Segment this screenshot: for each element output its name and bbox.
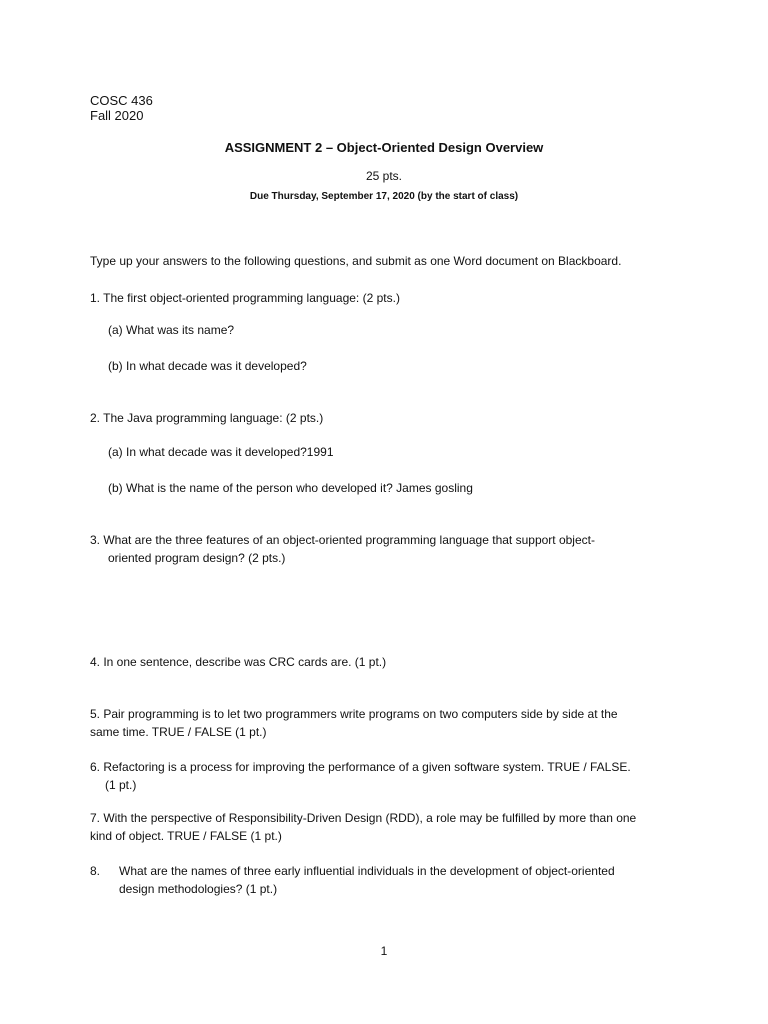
question-3-line-1: 3. What are the three features of an object-oriented programming language that support object- <box>90 533 595 547</box>
question-8-line-2: design methodologies? (1 pt.) <box>119 882 278 896</box>
question-1: 1. The first object-oriented programming language: (2 pts.) <box>90 291 400 305</box>
question-5-line-2: same time. TRUE / FALSE (1 pt.) <box>90 725 267 739</box>
page-number: 1 <box>380 944 388 958</box>
question-2: 2. The Java programming language: (2 pts.) <box>90 411 324 425</box>
course-info <box>90 93 153 123</box>
course-term: Fall 2020 <box>90 108 144 123</box>
question-1b: (b) In what decade was it developed? <box>108 359 307 373</box>
question-8-number: 8. <box>90 864 101 878</box>
question-5-line-1: 5. Pair programming is to let two programmers write programs on two computers side by side at the <box>90 707 618 721</box>
due-date: Due Thursday, September 17, 2020 (by the start of class) <box>249 191 519 202</box>
question-3-line-2: oriented program design? (2 pts.) <box>108 551 286 565</box>
question-2b: (b) What is the name of the person who developed it? James gosling <box>108 481 473 495</box>
question-7-line-1: 7. With the perspective of Responsibility-Driven Design (RDD), a role may be fulfilled by more than one <box>90 811 637 825</box>
question-6-line-2: (1 pt.) <box>105 778 137 792</box>
assignment-title: ASSIGNMENT 2 – Object-Oriented Design Overview <box>224 140 544 155</box>
instructions: Type up your answers to the following questions, and submit as one Word document on Blackboard. <box>90 254 622 268</box>
question-8-line-1: What are the names of three early influential individuals in the development of object-oriented <box>119 864 615 878</box>
question-2a: (a) In what decade was it developed?1991 <box>108 445 334 459</box>
course-code: COSC 436 <box>90 93 153 108</box>
assignment-points: 25 pts. <box>365 169 403 183</box>
question-7-line-2: kind of object. TRUE / FALSE (1 pt.) <box>90 829 282 843</box>
question-1a: (a) What was its name? <box>108 323 235 337</box>
question-6-line-1: 6. Refactoring is a process for improving the performance of a given software system. TRUE / FALSE. <box>90 760 631 774</box>
question-4: 4. In one sentence, describe was CRC cards are. (1 pt.) <box>90 655 387 669</box>
